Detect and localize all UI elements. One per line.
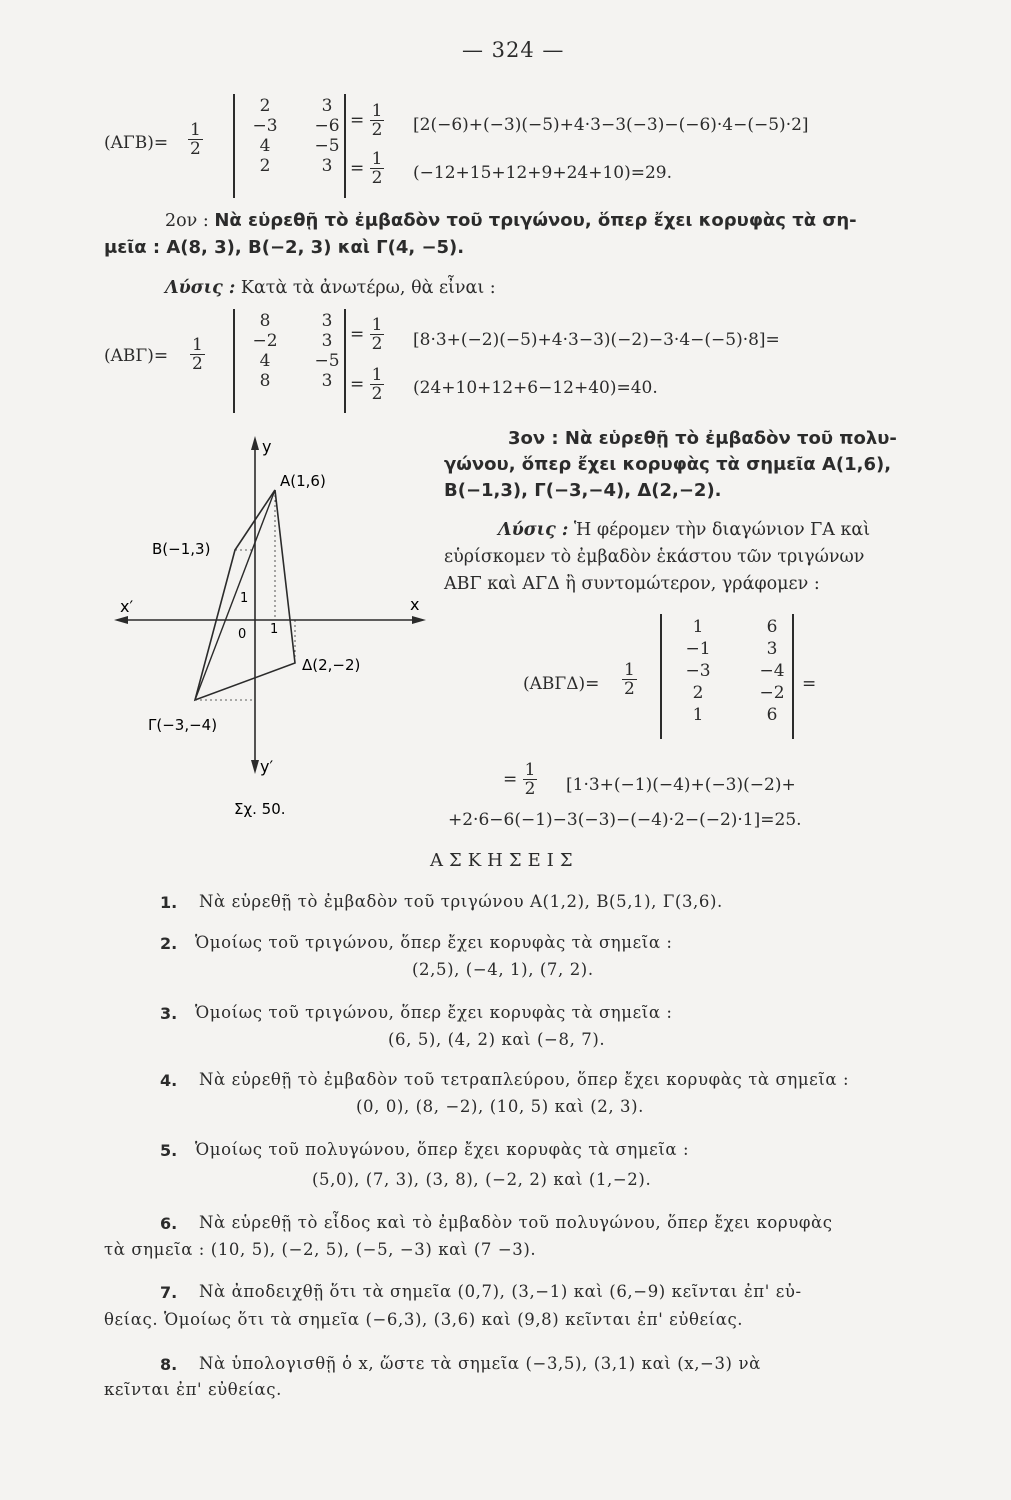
exercise-number: 4. [160,1071,178,1090]
problem2-label: 2ον : [165,211,209,231]
coordinate-figure [100,430,440,830]
ex3-cell: −3 [685,661,711,681]
problem3-sol-line2: εὑρίσκομεν τὸ ἐμβαδὸν ἑκάστου τῶν τριγώνων [444,547,865,567]
ex3-cell: 1 [692,705,704,725]
ex3-col2 [757,616,787,726]
ex3-col1 [683,616,713,726]
ex1-cell: 3 [321,96,333,116]
exercise-text: τὰ σημεῖα : (10, 5), (−2, 5), (−5, −3) καὶ (7 −3). [104,1240,537,1259]
ex1-eq2: = $\frac{1}{2}$ [350,149,383,188]
ex1-half-den: 2 [190,139,201,159]
frac-num: 1 [371,149,383,169]
solution-text: Ἡ φέρομεν τὴν διαγώνιον ΓΑ καὶ [573,520,871,540]
ex3-res-eq: = $\frac{1}{2}$ [503,760,536,799]
problem2-line2: μεῖα : Α(8, 3), Β(−2, 3) καὶ Γ(4, −5). [104,237,465,258]
point-c-label: Γ(−3,−4) [148,716,218,734]
y-arrow-up [251,436,259,450]
solution-label: Λύσις : [165,278,236,298]
ex2-cell: 8 [259,311,271,331]
exercise-number: 3. [160,1004,178,1023]
ex2-cell: 3 [321,311,333,331]
exercise-text: Νὰ ἀποδειχθῇ ὅτι τὰ σημεῖα (0,7), (3,−1) καὶ (6,−9) κεῖνται ἐπ' εὐ- [199,1282,802,1301]
y-prime-label: y′ [260,757,274,776]
ex3-res1: [1·3+(−1)(−4)+(−3)(−2)+ [566,775,796,795]
problem2-text1: Νὰ εὑρεθῇ τὸ ἐμβαδὸν τοῦ τριγώνου, ὅπερ ἔχει κορυφὰς τὰ ση- [214,210,857,231]
ex1-half-num: 1 [190,120,201,140]
frac-num: 1 [371,315,383,335]
ex1-eq1: = $\frac{1}{2}$ [350,101,383,140]
ex3-bar-left [660,614,662,739]
frac-den: 2 [371,334,383,354]
ex3-cell: −4 [759,661,785,681]
ex2-half [190,337,205,373]
diagonal-ga [195,490,275,700]
ex1-line2: (−12+15+12+9+24+10)=29. [413,163,672,183]
solution-label: Λύσις : [498,520,569,540]
ex2-cell: 4 [259,351,271,371]
ex3-cell: 1 [692,617,704,637]
exercise-number: 7. [160,1283,178,1302]
problem3-sol-line3: ΑΒΓ καὶ ΑΓΔ ἢ συντομώτερον, γράφομεν : [444,574,820,594]
frac-den: 2 [524,779,536,799]
frac-den: 2 [371,120,383,140]
ex3-eq: = [802,674,817,694]
problem3-line3: Β(−1,3), Γ(−3,−4), Δ(2,−2). [444,480,722,501]
ex3-half [622,662,637,698]
frac-num: 1 [192,335,203,355]
ex3-cell: 6 [766,705,778,725]
ex1-col2 [312,96,342,176]
ex2-eq1: = $\frac{1}{2}$ [350,315,383,354]
x-arrow-left [114,616,128,624]
ex2-line2: (24+10+12+6−12+40)=40. [413,378,658,398]
y-arrow-down [251,760,259,774]
tick-x-label: 1 [270,622,279,637]
ex1-cell: −6 [314,116,340,136]
frac-den: 2 [624,679,635,699]
exercise-text: Ὁμοίως τοῦ τριγώνου, ὅπερ ἔχει κορυφὰς τὰ σημεῖα : [195,933,673,952]
ex2-eq2: = $\frac{1}{2}$ [350,365,383,404]
ex3-res2: +2·6−6(−1)−3(−3)−(−4)·2−(−2)·1]=25. [448,810,802,830]
exercise-text: Νὰ εὑρεθῇ τὸ ἐμβαδὸν τοῦ τριγώνου Α(1,2), Β(5,1), Γ(3,6). [199,892,723,911]
ex3-cell: −1 [685,639,711,659]
frac-num: 1 [624,660,635,680]
exercise-number: 1. [160,893,178,912]
ex3-cell: 6 [766,617,778,637]
ex3-cell: 2 [692,683,704,703]
exercise-number: 8. [160,1355,178,1374]
ex2-cell: 8 [259,371,271,391]
ex1-bar-right [344,94,346,198]
x-arrow-right [412,616,426,624]
ex1-half [188,122,203,158]
exercise-text: (2,5), (−4, 1), (7, 2). [412,960,594,979]
tick-y-label: 1 [240,591,249,606]
exercise-text: (0, 0), (8, −2), (10, 5) καὶ (2, 3). [356,1097,645,1116]
point-b-label: B(−1,3) [152,540,211,558]
ex1-col1 [250,96,280,176]
point-a-label: A(1,6) [280,472,326,490]
ex1-cell: 3 [321,156,333,176]
frac-num: 1 [371,101,383,121]
exercise-text: Ὁμοίως τοῦ πολυγώνου, ὅπερ ἔχει κορυφὰς τὰ σημεῖα : [195,1140,690,1159]
page-number: — 324 — [462,38,565,62]
ex1-lhs: (ΑΓΒ)= [104,133,169,153]
ex3-cell: 3 [766,639,778,659]
problem3-sol-line1 [498,520,870,540]
ex1-bar-left [233,94,235,198]
frac-den: 2 [371,384,383,404]
exercise-text: Νὰ εὑρεθῇ τὸ εἶδος καὶ τὸ ἐμβαδὸν τοῦ πολυγώνου, ὅπερ ἔχει κορυφὰς [199,1213,833,1232]
exercise-text: κεῖνται ἐπ' εὐθείας. [104,1380,282,1399]
exercise-number: 2. [160,934,178,953]
ex1-line1: [2(−6)+(−3)(−5)+4·3−3(−3)−(−6)·4−(−5)·2] [413,115,809,135]
exercise-number: 6. [160,1214,178,1233]
exercise-text: θείας. Ὁμοίως ὅτι τὰ σημεῖα (−6,3), (3,6) καὶ (9,8) κεῖνται ἐπ' εὐθείας. [104,1310,744,1329]
point-d-label: Δ(2,−2) [302,656,361,674]
exercise-text: Νὰ ὑπολογισθῇ ὁ x, ὥστε τὰ σημεῖα (−3,5), (3,1) καὶ (x,−3) νὰ [199,1354,761,1373]
exercise-text: (6, 5), (4, 2) καὶ (−8, 7). [388,1030,606,1049]
ex3-bar-right [792,614,794,739]
exercise-text: (5,0), (7, 3), (3, 8), (−2, 2) καὶ (1,−2). [312,1170,652,1189]
problem3-line1: 3ον : Νὰ εὑρεθῇ τὸ ἐμβαδὸν τοῦ πολυ- [508,428,897,449]
exercise-number: 5. [160,1141,178,1160]
y-label: y [262,437,272,456]
ex2-col1 [250,311,280,391]
frac-den: 2 [371,168,383,188]
ex1-cell: 2 [259,156,271,176]
ex1-cell: 4 [259,136,271,156]
x-prime-label: x′ [120,597,134,616]
frac-den: 2 [192,354,203,374]
ex2-col2 [312,311,342,391]
origin-label: 0 [238,627,247,642]
ex1-cell: 2 [259,96,271,116]
ex3-cell: −2 [759,683,785,703]
ex2-line1: [8·3+(−2)(−5)+4·3−3)(−2)−3·4−(−5)·8]= [413,330,780,350]
ex2-cell: −5 [314,351,340,371]
problem2-line1 [165,210,857,231]
exercise-text: Ὁμοίως τοῦ τριγώνου, ὅπερ ἔχει κορυφὰς τὰ σημεῖα : [195,1003,673,1022]
exercise-text: Νὰ εὑρεθῇ τὸ ἐμβαδὸν τοῦ τετραπλεύρου, ὅπερ ἔχει κορυφὰς τὰ σημεῖα : [199,1070,850,1089]
ex2-cell: 3 [321,371,333,391]
ex1-cell: −3 [252,116,278,136]
ex2-cell: −2 [252,331,278,351]
ex2-bar-left [233,309,235,413]
ex2-bar-right [344,309,346,413]
frac-num: 1 [524,760,536,780]
x-label: x [410,595,420,614]
problem3-line2: γώνου, ὅπερ ἔχει κορυφὰς τὰ σημεῖα Α(1,6), [444,454,892,475]
ex1-cell: −5 [314,136,340,156]
solution-text: Κατὰ τὰ ἀνωτέρω, θὰ εἶναι : [240,278,496,298]
problem2-solution [165,278,496,298]
ex2-lhs: (ΑΒΓ)= [104,346,169,366]
ex3-lhs: (ΑΒΓΔ)= [523,674,600,694]
ex2-cell: 3 [321,331,333,351]
figure-caption: Σχ. 50. [234,800,286,818]
frac-num: 1 [371,365,383,385]
exercises-heading: ΑΣΚΗΣΕΙΣ [430,850,579,871]
